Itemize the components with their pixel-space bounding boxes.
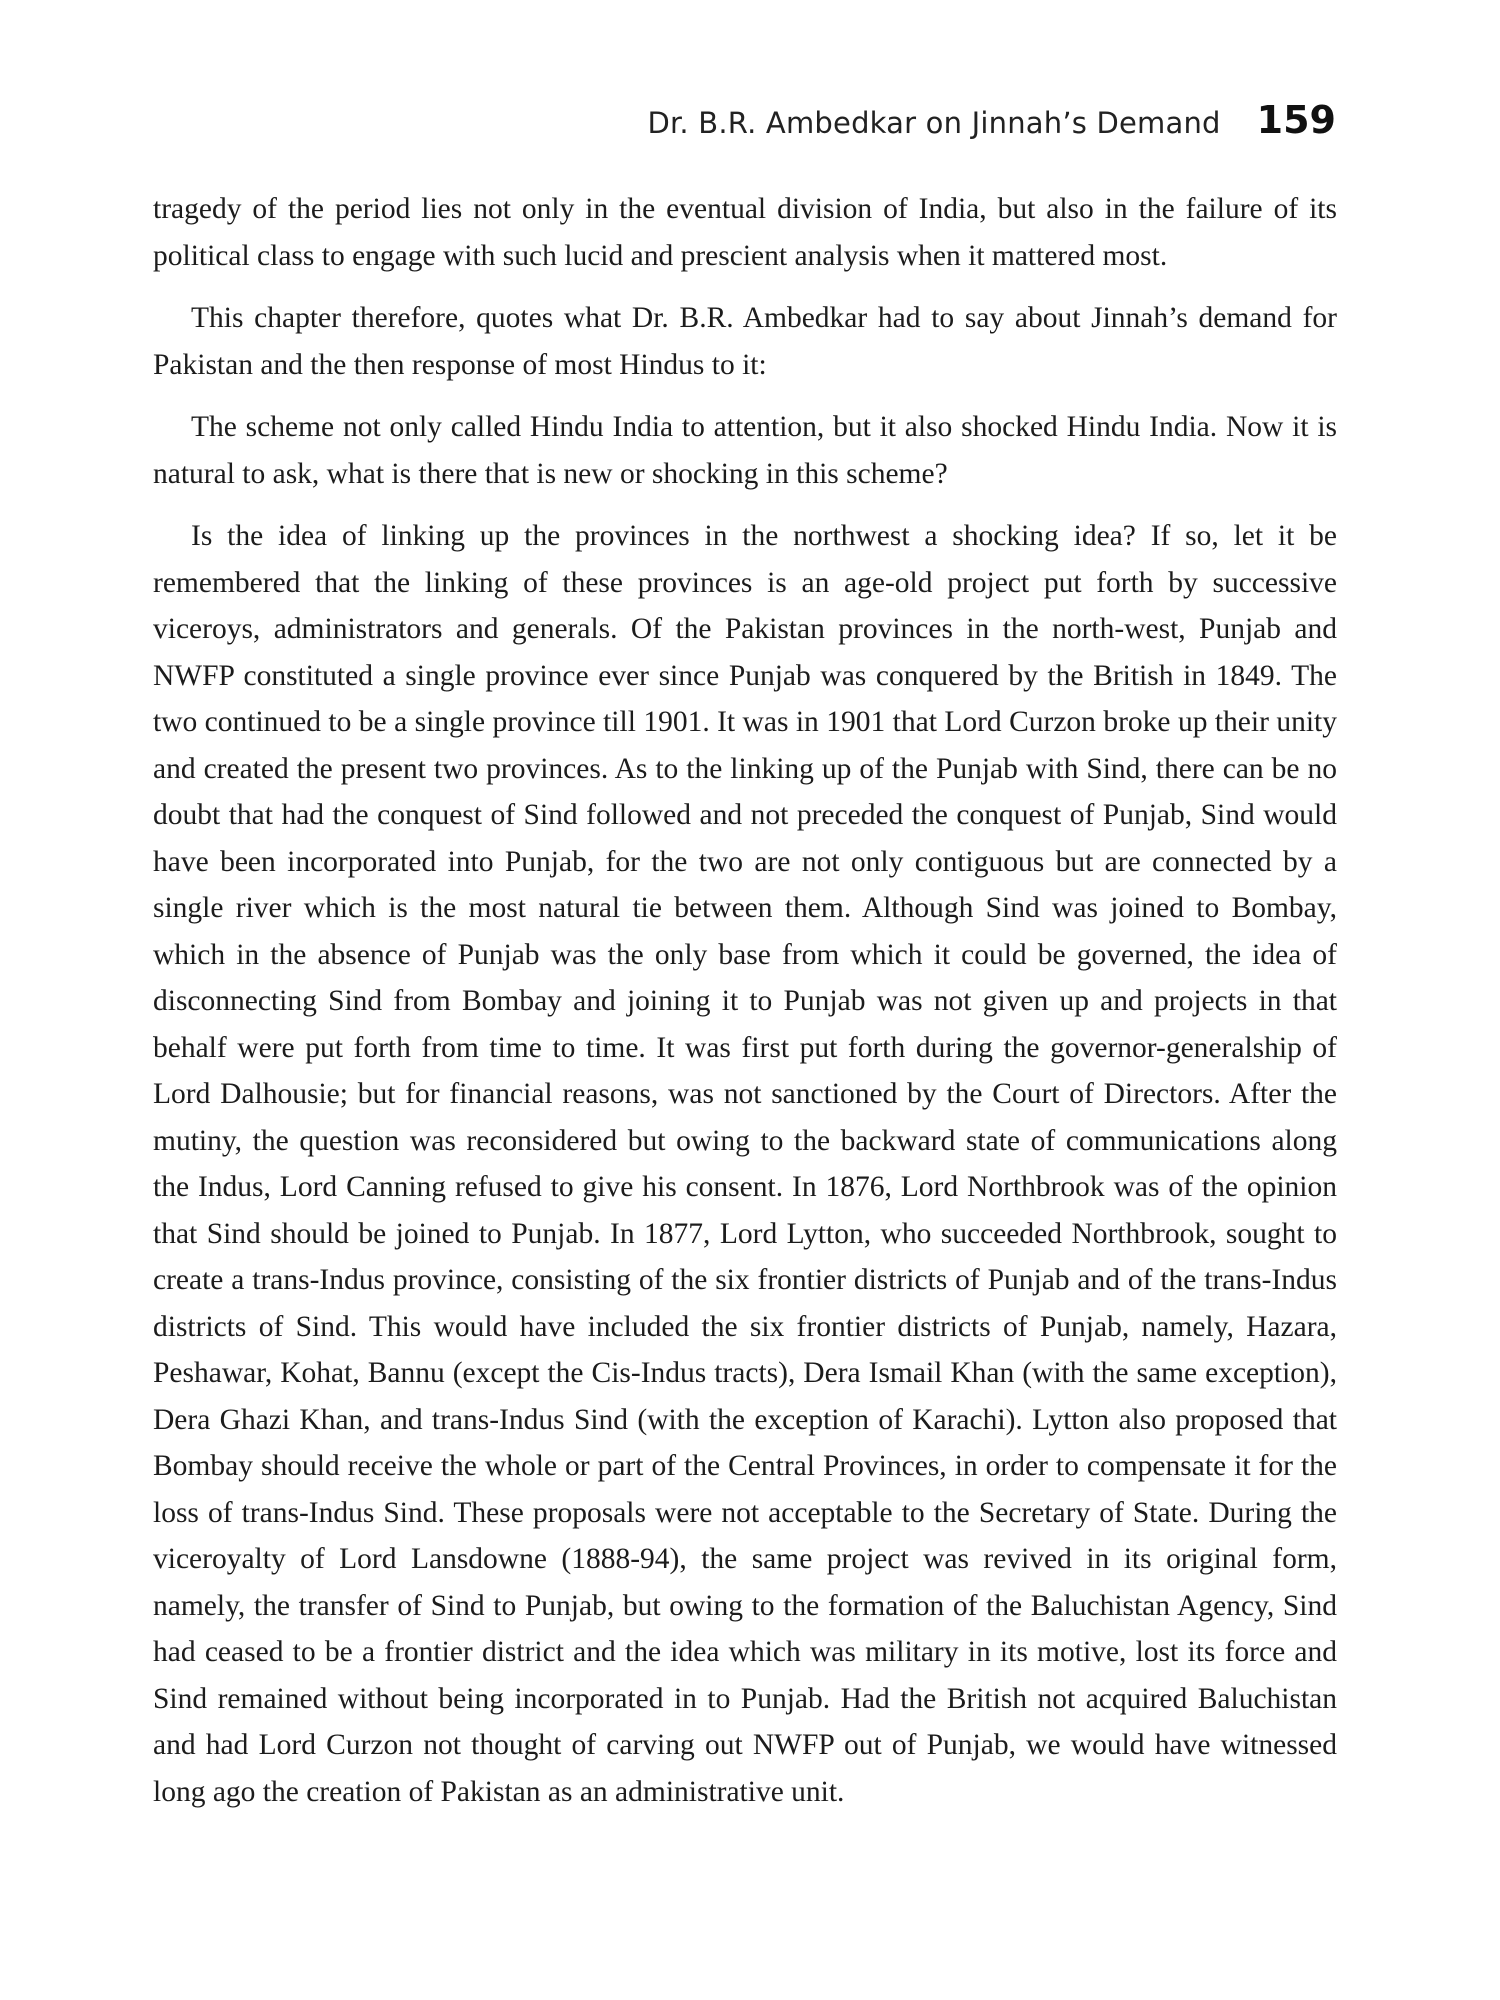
running-title: Dr. B.R. Ambedkar on Jinnah’s Demand bbox=[647, 106, 1221, 140]
body-text bbox=[153, 186, 1337, 1831]
paragraph-intro: This chapter therefore, quotes what Dr. B.R. Ambedkar had to say about Jinnah’s demand for Pakistan and the then response of most Hindus to it: bbox=[153, 302, 1337, 381]
running-header bbox=[647, 98, 1336, 142]
paragraph-continuation: tragedy of the period lies not only in the eventual division of India, but also in the failure of its political class to engage with such lucid and prescient analysis when it mattered most. bbox=[153, 193, 1337, 272]
paragraph-quote-body: Is the idea of linking up the provinces in the northwest a shocking idea? If so, let it be remembered that the linking of these provinces is an age-old project put forth by successive viceroys, administrators and generals. Of the Pakistan provinces in the north-west, Punjab and NWFP constituted a single province ever since Punjab was conquered by the British in 1849. The two continued to be a single province till 1901. It was in 1901 that Lord Curzon broke up their unity and created the present two provinces. As to the linking up of the Punjab with Sind, there can be no doubt that had the conquest of Sind followed and not preceded the conquest of Punjab, Sind would have been incorporated into Punjab, for the two are not only contiguous but are connected by a single river which is the most natural tie between them. Although Sind was joined to Bombay, which in the absence of Punjab was the only base from which it could be governed, the idea of disconnecting Sind from Bombay and joining it to Punjab was not given up and projects in that behalf were put forth from time to time. It was first put forth during the governor-generalship of Lord Dalhousie; but for financial reasons, was not sanctioned by the Court of Directors. After the mutiny, the question was reconsidered but owing to the backward state of communications along the Indus, Lord Canning refused to give his consent. In 1876, Lord Northbrook was of the opinion that Sind should be joined to Punjab. In 1877, Lord Lytton, who succeeded Northbrook, sought to create a trans-Indus province, consisting of the six frontier districts of Punjab and of the trans-Indus districts of Sind. This would have included the six frontier districts of Punjab, namely, Hazara, Peshawar, Kohat, Bannu (except the Cis-Indus tracts), Dera Ismail Khan (with the same exception), Dera Ghazi Khan, and trans-Indus Sind (with the exception of Karachi). Lytton also proposed that Bombay should receive the whole or part of the Central Provinces, in order to compensate it for the loss of trans-Indus Sind. These proposals were not acceptable to the Secretary of State. During the viceroyalty of Lord Lansdowne (1888-94), the same project was revived in its original form, namely, the transfer of Sind to Punjab, but owing to the formation of the Baluchistan Agency, Sind had ceased to be a frontier district and the idea which was military in its motive, lost its force and Sind remained without being incorporated in to Punjab. Had the British not acquired Baluchistan and had Lord Curzon not thought of carving out NWFP out of Punjab, we would have witnessed long ago the creation of Pakistan as an administrative unit. bbox=[153, 520, 1337, 1808]
page-number: 159 bbox=[1256, 98, 1336, 142]
paragraph-quote-opening: The scheme not only called Hindu India to attention, but it also shocked Hindu India. Now it is natural to ask, what is there that is new or shocking in this scheme? bbox=[153, 411, 1337, 490]
